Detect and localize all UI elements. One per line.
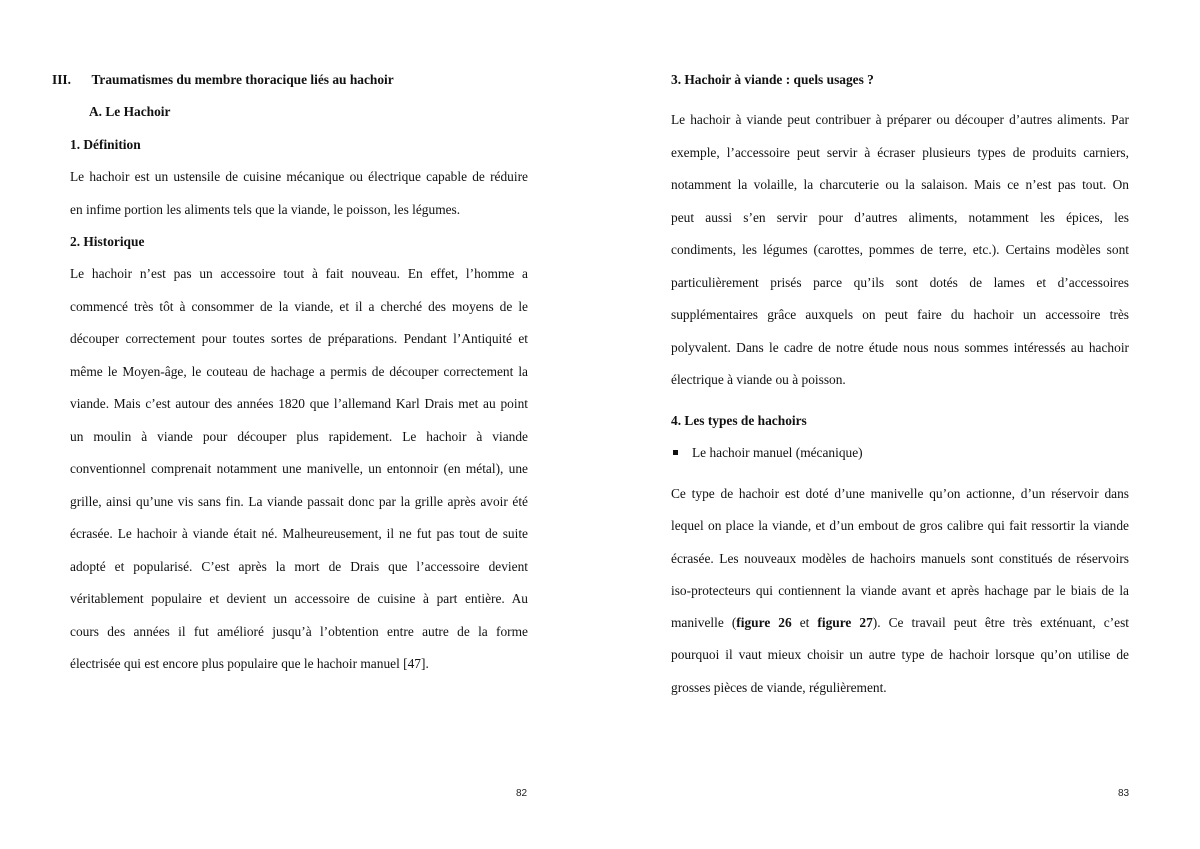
text-line: pourquoi il vaut mieux choisir un autre type de hachoir lorsque qu’on utilise de [671, 647, 1129, 663]
text-segment: manivelle ( [671, 615, 737, 631]
square-bullet-icon [673, 450, 678, 455]
page-right [600, 0, 1200, 849]
text-line: cours des années il fut amélioré jusqu’à l’obtention entre autre de la forme [70, 623, 528, 639]
bullet-item [673, 445, 863, 461]
page-number-left: 82 [516, 788, 528, 799]
text-line: électrique à viande ou à poisson. [671, 372, 846, 387]
text-line: électrisée qui est encore plus populaire que le hachoir manuel [47]. [70, 656, 429, 671]
heading-historique: 2. Historique [70, 234, 145, 249]
page-number-right: 83 [1118, 788, 1130, 799]
text-line: Le hachoir n’est pas un accessoire tout à fait nouveau. En effet, l’homme a [70, 266, 528, 281]
text-line: peut aussi s’en servir pour d’autres aliments, notamment les épices, les [671, 209, 1129, 225]
text-line: adopté et popularisé. C’est après la mort de Drais que l’accessoire devient [70, 558, 528, 574]
figure-26-ref: figure 26 [736, 615, 792, 631]
text-line: même le Moyen-âge, le couteau de hachage a permis de découper correctement la [70, 363, 528, 379]
historique-paragraph [70, 258, 528, 681]
figure-reference-line [671, 607, 1129, 639]
figure-27-ref: figure 27 [817, 615, 873, 631]
subsection-heading: A. Le Hachoir [89, 104, 171, 119]
section-number: III. [52, 72, 71, 87]
text-line: particulièrement prisés parce qu’ils sont dotés de lames et d’accessoires [671, 274, 1129, 290]
text-line: Le hachoir est un ustensile de cuisine mécanique ou électrique capable de réduire [70, 169, 528, 184]
text-line: en infime portion les aliments tels que la viande, le poisson, les légumes. [70, 201, 461, 217]
text-segment: et [791, 615, 818, 631]
text-segment: ). Ce travail peut être très exténuant, c’est [872, 615, 1129, 631]
text-line: viande. Mais c’est autour des années 1820 que l’allemand Karl Drais met au point [70, 396, 528, 411]
text-line: condiments, les légumes (carottes, pommes de terre, etc.). Certains modèles sont [671, 242, 1129, 257]
section-heading [52, 72, 394, 88]
text-line: écrasée. Le hachoir à viande était né. Malheureusement, il ne fut pas tout de suite [70, 526, 528, 541]
text-line: exemple, l’accessoire peut servir à écraser plusieurs types de produits carniers, [671, 144, 1129, 160]
text-line: supplémentaires grâce auxquels on peut faire du hachoir un accessoire très [671, 307, 1129, 322]
text-line: Ce type de hachoir est doté d’une manivelle qu’on actionne, d’un réservoir dans [671, 486, 1129, 501]
text-line: Le hachoir à viande peut contribuer à préparer ou découper d’autres aliments. Par [671, 112, 1129, 127]
text-line: véritablement populaire et devient un accessoire de cuisine à part entière. Au [70, 591, 528, 606]
text-line: écrasée. Les nouveaux modèles de hachoirs manuels sont constitués de réservoirs [671, 550, 1129, 566]
text-line: commencé très tôt à consommer de la viande, et il a cherché des moyens de le [70, 298, 528, 314]
text-line: grille, ainsi qu’une vis sans fin. La viande passait donc par la grille après avoir été [70, 493, 528, 509]
text-line: iso-protecteurs qui contiennent la viande avant et après hachage par le biais de la [671, 582, 1129, 598]
text-line: découper correctement pour toutes sortes de préparations. Pendant l’Antiquité et [70, 331, 528, 346]
heading-definition: 1. Définition [70, 137, 141, 152]
manual-paragraph [671, 478, 1129, 704]
text-line: polyvalent. Dans le cadre de notre étude nous nous sommes intéressés au hachoir [671, 339, 1129, 355]
text-line: lequel on place la viande, et d’un embout de gros calibre qui fait ressortir la viande [671, 518, 1129, 534]
heading-usages: 3. Hachoir à viande : quels usages ? [671, 72, 874, 87]
bullet-text: Le hachoir manuel (mécanique) [692, 445, 863, 460]
heading-types: 4. Les types de hachoirs [671, 413, 807, 428]
text-line: conventionnel comprenait notamment une manivelle, un entonnoir (en métal), une [70, 461, 528, 476]
definition-paragraph [70, 161, 528, 226]
usages-paragraph [671, 104, 1129, 397]
section-title: Traumatismes du membre thoracique liés au hachoir [91, 72, 394, 87]
text-line: notamment la volaille, la charcuterie ou la salaison. Mais ce n’est pas tout. On [671, 177, 1129, 192]
text-line: grosses pièces de viande, régulièrement. [671, 679, 887, 695]
text-line: un moulin à viande pour découper plus rapidement. Le hachoir à viande [70, 428, 528, 444]
